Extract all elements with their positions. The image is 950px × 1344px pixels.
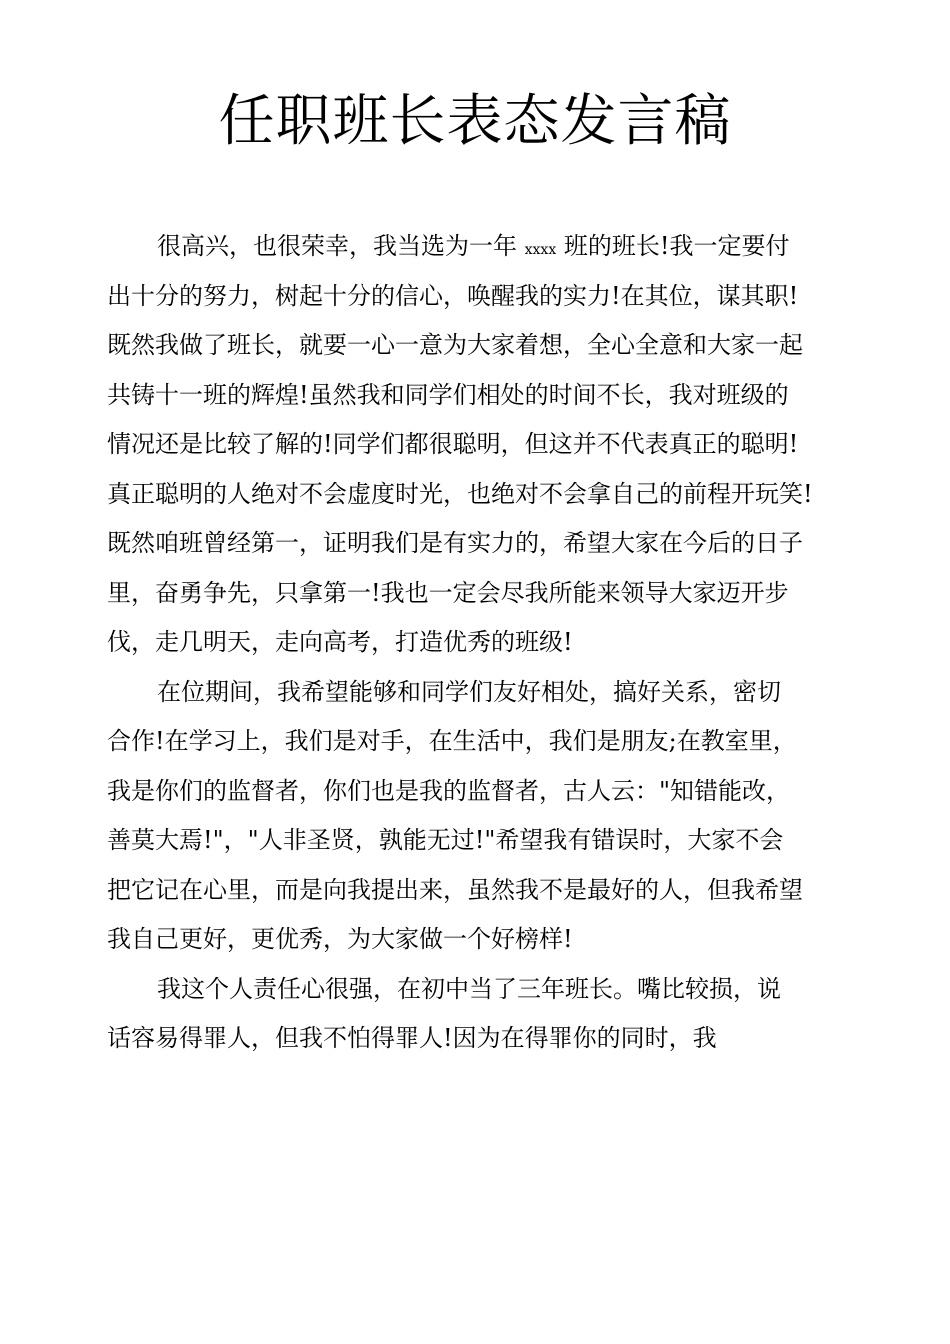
document-body xyxy=(107,222,852,1064)
text-line: 里，奋勇争先，只拿第一!我也一定会尽我所能来领导大家迈开步 xyxy=(107,578,789,607)
text-line: 共铸十一班的辉煌!虽然我和同学们相处的时间不长，我对班级的 xyxy=(107,380,789,409)
text-line: 情况还是比较了解的!同学们都很聪明，但这并不代表真正的聪明! xyxy=(107,430,799,458)
text-line: 我是你们的监督者，你们也是我的监督者，古人云："知错能改， xyxy=(107,776,791,805)
text-line: 伐，走几明天，走向高考，打造优秀的班级! xyxy=(107,628,573,656)
text-segment: 班的班长!我一定要付 xyxy=(556,232,790,260)
text-line xyxy=(107,222,852,272)
text-line: 既然我做了班长，就要一心一意为大家着想，全心全意和大家一起 xyxy=(107,331,803,359)
text-line: 把它记在心里，而是向我提出来，虽然我不是最好的人，但我希望 xyxy=(107,875,803,904)
class-placeholder: xxxx xyxy=(524,242,557,258)
document-title: 任职班长表态发言稿 xyxy=(218,89,732,154)
text-line: 合作!在学习上，我们是对手，在生活中，我们是朋友;在教室里， xyxy=(107,727,797,755)
text-line: 既然咱班曾经第一，证明我们是有实力的，希望大家在今后的日子 xyxy=(107,529,803,557)
text-line: 在位期间，我希望能够和同学们友好相处，搞好关系，密切 xyxy=(157,677,781,706)
text-line: 话容易得罪人，但我不怕得罪人!因为在得罪你的同时，我 xyxy=(107,1024,717,1052)
text-line: 善莫大焉!"，"人非圣贤，孰能无过!"希望我有错误时，大家不会 xyxy=(107,826,784,854)
text-line: 我自己更好，更优秀，为大家做一个好榜样! xyxy=(107,925,573,953)
text-line: 我这个人责任心很强，在初中当了三年班长。嘴比较损，说 xyxy=(157,974,781,1003)
text-segment: 很高兴，也很荣幸，我当选为一年 xyxy=(157,232,525,260)
text-line: 真正聪明的人绝对不会虚度时光，也绝对不会拿自己的前程开玩笑! xyxy=(107,479,813,508)
text-line: 出十分的努力，树起十分的信心，唤醒我的实力!在其位，谋其职! xyxy=(107,281,799,310)
